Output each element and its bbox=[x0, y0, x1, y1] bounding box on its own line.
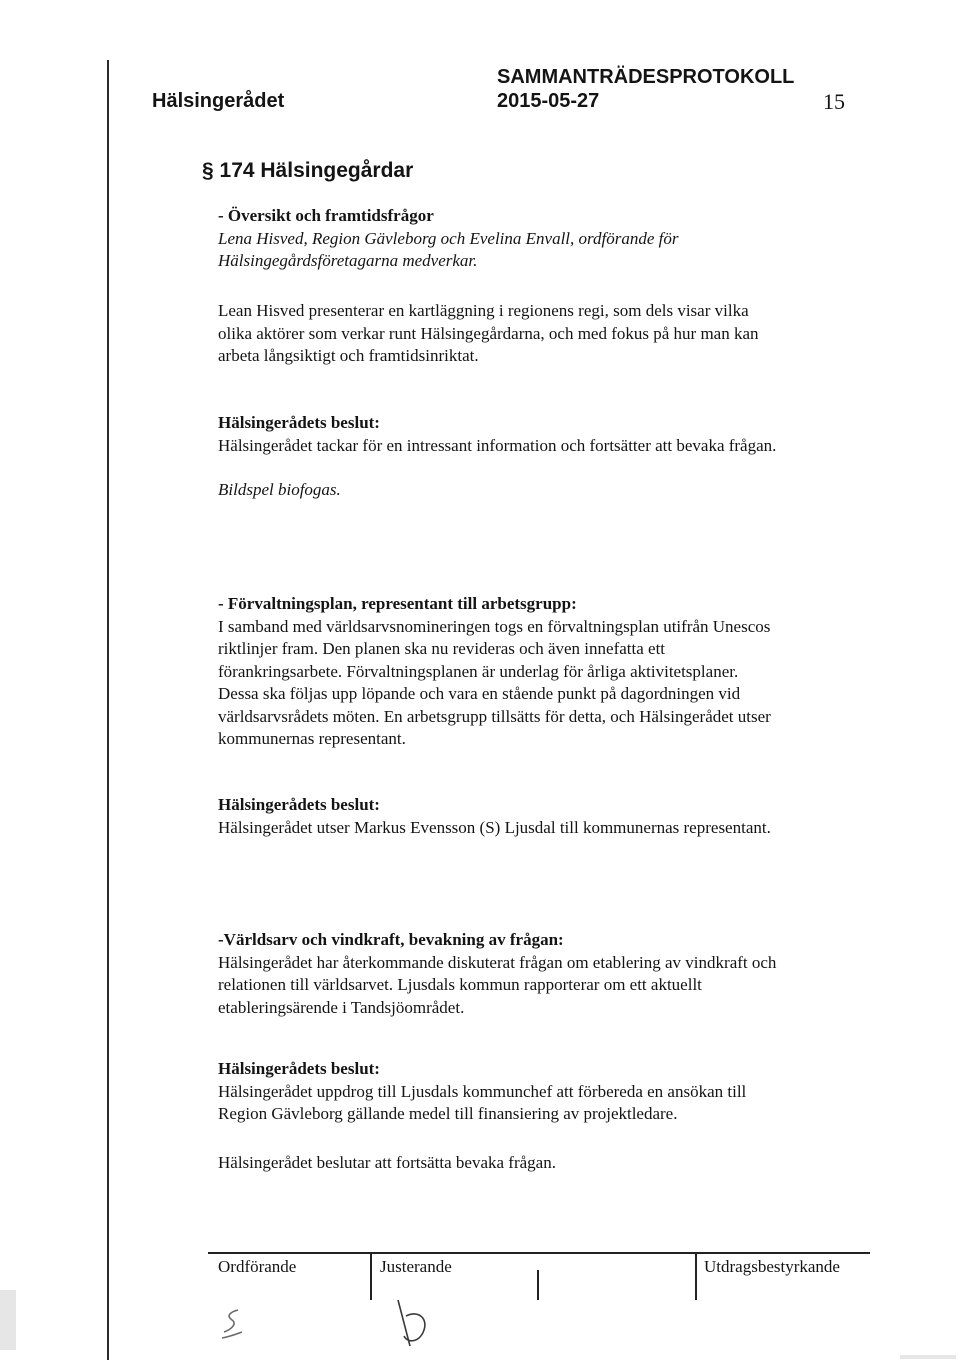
scan-edge-mark bbox=[900, 1355, 956, 1359]
item3-body-line: Hälsingerådet har återkommande diskuterat frågan om etablering av vindkraft och bbox=[218, 952, 777, 972]
item3-heading: -Världsarv och vindkraft, bevakning av frågan: bbox=[218, 930, 564, 949]
item2-body-line: förankringsarbete. Förvaltningsplanen är underlag för årliga aktivitetsplaner. bbox=[218, 661, 739, 681]
item2 bbox=[218, 593, 771, 751]
item1-presenters-line: Hälsingegårdsföretagarna medverkar. bbox=[218, 251, 478, 270]
item1-body-line: Lean Hisved presenterar en kartläggning i regionens regi, som dels visar vilka bbox=[218, 301, 749, 320]
handwritten-initials-chair bbox=[208, 1302, 258, 1348]
signature-label-certifier: Utdragsbestyrkande bbox=[704, 1257, 840, 1276]
signature-label-chair: Ordförande bbox=[218, 1257, 297, 1276]
item1-attachment bbox=[218, 479, 341, 502]
item1-intro bbox=[218, 205, 679, 273]
scan-edge-mark bbox=[0, 1290, 16, 1350]
signature-divider bbox=[695, 1252, 697, 1300]
item3-body-line: etableringsärende i Tandsjöområdet. bbox=[218, 997, 465, 1017]
page-number: 15 bbox=[823, 89, 845, 114]
item2-body-line: Dessa ska följas upp löpande och vara en stående punkt på dagordningen vid bbox=[218, 684, 741, 703]
item3-decision-line: Hälsingerådet uppdrog till Ljusdals kommunchef att förbereda en ansökan till bbox=[218, 1081, 747, 1101]
item1-decision-text: Hälsingerådet tackar för en intressant information och fortsätter att bevaka frågan. bbox=[218, 435, 777, 455]
item2-decision-text: Hälsingerådet utser Markus Evensson (S) Ljusdal till kommunernas representant. bbox=[218, 817, 771, 837]
section-title: § 174 Hälsingegårdar bbox=[202, 159, 414, 182]
item1-body bbox=[218, 300, 759, 368]
item3-decision-heading: Hälsingerådets beslut: bbox=[218, 1059, 380, 1078]
item2-decision-heading: Hälsingerådets beslut: bbox=[218, 795, 380, 814]
item2-body-line: kommunernas representant. bbox=[218, 729, 406, 748]
item2-body-line: världsarvsrådets möten. En arbetsgrupp tillsätts för detta, och Hälsingerådet utser bbox=[218, 706, 771, 726]
item1-heading: - Översikt och framtidsfrågor bbox=[218, 206, 434, 225]
item3-body-line: relationen till världsarvet. Ljusdals kommun rapporterar om ett aktuellt bbox=[218, 975, 702, 994]
signature-rule bbox=[208, 1252, 870, 1254]
item2-heading: - Förvaltningsplan, representant till arbetsgrupp: bbox=[218, 594, 577, 613]
item3-decision-line: Region Gävleborg gällande medel till finansiering av projektledare. bbox=[218, 1104, 678, 1123]
item2-body-line: I samband med världsarvsnomineringen togs en förvaltningsplan utifrån Unescos bbox=[218, 616, 771, 636]
signature-divider bbox=[537, 1270, 539, 1300]
item3-final bbox=[218, 1152, 556, 1175]
item3-final-text: Hälsingerådet beslutar att fortsätta bevaka frågan. bbox=[218, 1153, 556, 1172]
item1-body-line: olika aktörer som verkar runt Hälsingegårdarna, och med fokus på hur man kan bbox=[218, 323, 759, 343]
item1-body-line: arbeta långsiktigt och framtidsinriktat. bbox=[218, 346, 479, 365]
item2-decision bbox=[218, 794, 771, 839]
signature-divider bbox=[370, 1252, 372, 1300]
item3 bbox=[218, 929, 776, 1019]
item1-presenters-line: Lena Hisved, Region Gävleborg och Evelina Envall, ordförande för bbox=[218, 228, 679, 248]
header-organization: Hälsingerådet bbox=[152, 90, 285, 112]
item1-decision bbox=[218, 412, 776, 457]
item2-body-line: riktlinjer fram. Den planen ska nu revideras och även innefatta ett bbox=[218, 639, 666, 658]
signature-label-adjuster: Justerande bbox=[380, 1257, 452, 1276]
item1-attachment-text: Bildspel biofogas. bbox=[218, 480, 341, 499]
handwritten-initials-adjuster bbox=[388, 1296, 438, 1352]
header-date: 2015-05-27 bbox=[497, 90, 600, 112]
item3-decision bbox=[218, 1058, 746, 1126]
header-doc-type: SAMMANTRÄDESPROTOKOLL bbox=[497, 66, 795, 88]
margin-rule bbox=[107, 60, 109, 1360]
item1-decision-heading: Hälsingerådets beslut: bbox=[218, 413, 380, 432]
